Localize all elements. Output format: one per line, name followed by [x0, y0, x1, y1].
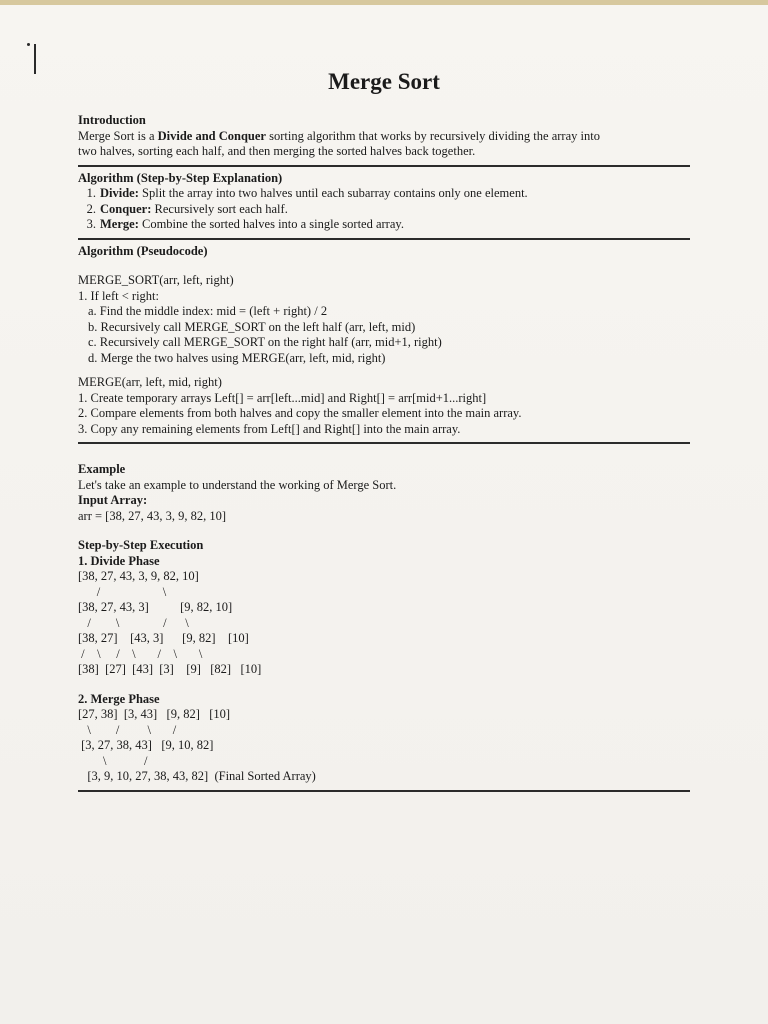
pseudocode-line: 3. Copy any remaining elements from Left[] and Right[] into the main array. — [78, 421, 461, 436]
pseudocode-heading: Algorithm (Pseudocode) — [78, 243, 208, 258]
input-array-heading: Input Array: — [78, 493, 148, 507]
step-number: 3. — [86, 217, 96, 231]
step-label: Divide: — [100, 186, 139, 200]
step-text: Split the array into two halves until each subarray contains only one element. — [138, 186, 528, 200]
step-text: Combine the sorted halves into a single sorted array. — [138, 217, 404, 231]
intro-text-bold: Divide and Conquer — [157, 128, 266, 143]
spacer — [78, 448, 690, 462]
algorithm-step — [78, 217, 690, 233]
step-label: Conquer: — [100, 201, 152, 216]
merge-sort-signature: MERGE_SORT(arr, left, right) — [78, 273, 234, 287]
execution-heading: Step-by-Step Execution — [78, 538, 204, 552]
page-title: Merge Sort — [328, 69, 440, 94]
merge-phase-heading: 2. Merge Phase — [78, 691, 160, 706]
algorithm-steps-list — [78, 186, 690, 233]
example-heading: Example — [78, 462, 126, 476]
step-label: Merge: — [100, 217, 139, 231]
input-array-value: arr = [38, 27, 43, 3, 9, 82, 10] — [78, 508, 226, 523]
intro-text-d: two halves, sorting each half, and then merging the sorted halves back together. — [78, 144, 476, 158]
spacer — [78, 524, 690, 538]
page-top-edge — [0, 0, 768, 5]
pseudocode-line: 2. Compare elements from both halves and copy the smaller element into the main array. — [78, 406, 522, 420]
merge-phase-tree: [27, 38] [3, 43] [9, 82] [10] \ / \ / [3, 27, 38, 43] [9, 10, 82] \ / [3, 9, 10, 27, 38, 43, 82] (Final Sorted Array) — [78, 707, 316, 783]
section-divider — [78, 790, 690, 792]
spacer — [78, 366, 690, 375]
pseudocode-line: 1. If left < right: — [78, 288, 159, 303]
section-divider — [78, 165, 690, 167]
section-divider — [78, 442, 690, 444]
divide-phase-heading: 1. Divide Phase — [78, 553, 160, 568]
algorithm-step — [78, 186, 690, 202]
document-body — [78, 113, 690, 796]
algorithm-steps-heading: Algorithm (Step-by-Step Explanation) — [78, 170, 283, 185]
algorithm-step — [78, 202, 690, 218]
intro-text-c: sorting algorithm that works by recursively dividing the array into — [265, 128, 600, 143]
step-number: 1. — [86, 186, 96, 200]
pseudocode-line: d. Merge the two halves using MERGE(arr, left, mid, right) — [88, 350, 386, 365]
spacer — [78, 678, 690, 692]
pseudocode-line: c. Recursively call MERGE_SORT on the right half (arr, mid+1, right) — [88, 335, 442, 349]
pencil-dot-mark — [27, 43, 30, 46]
pseudocode-line: b. Recursively call MERGE_SORT on the left half (arr, left, mid) — [88, 319, 416, 334]
intro-heading: Introduction — [78, 113, 146, 127]
step-text: Recursively sort each half. — [151, 201, 288, 216]
intro-text-a: Merge Sort is a — [78, 128, 158, 143]
pseudocode-line: a. Find the middle index: mid = (left + right) / 2 — [88, 304, 328, 318]
section-divider — [78, 238, 690, 240]
intro-paragraph — [78, 129, 690, 160]
example-text: Let's take an example to understand the working of Merge Sort. — [78, 477, 397, 492]
merge-signature: MERGE(arr, left, mid, right) — [78, 375, 222, 389]
divide-phase-tree: [38, 27, 43, 3, 9, 82, 10] / \ [38, 27, 43, 3] [9, 82, 10] / \ / \ [38, 27] [43, 3] [9, 82] [10] / \ / \ / \ \ [38] [27] [43] [3] [9] [82] [10] — [78, 569, 262, 676]
step-number: 2. — [86, 201, 96, 216]
spacer — [78, 259, 690, 273]
pseudocode-line: 1. Create temporary arrays Left[] = arr[left...mid] and Right[] = arr[mid+1...right] — [78, 390, 487, 405]
